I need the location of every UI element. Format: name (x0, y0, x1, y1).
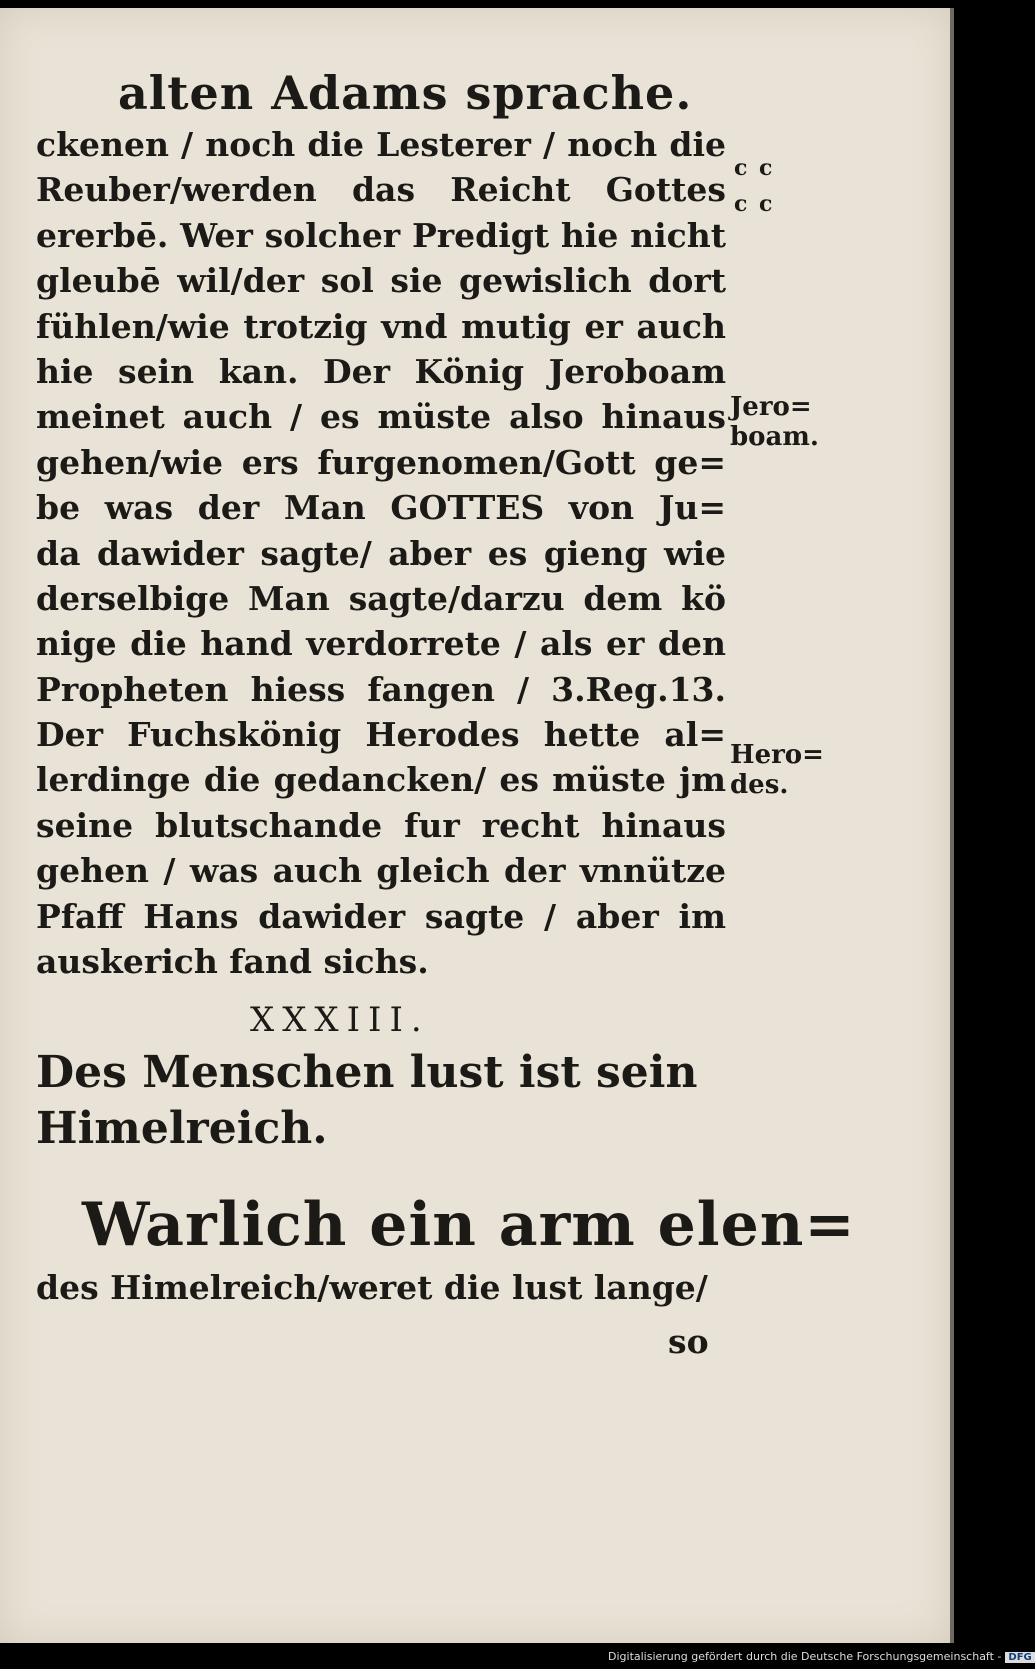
following-line: des Himelreich/weret die lust lange/ (36, 1268, 708, 1307)
body-line: hie sein kan. Der König Jeroboam (36, 351, 726, 391)
body-line: Reuber/werden das Reicht Gottes (36, 170, 726, 210)
marginal-quote-marks (734, 150, 774, 222)
opening-line: Warlich ein arm elen= (82, 1190, 856, 1260)
body-line: gehen / was auch gleich der vnnütze (36, 851, 726, 891)
body-line: auskerich fand sichs. (36, 942, 429, 982)
body-line: gleubē wil/der sol sie gewislich dort (36, 261, 726, 301)
body-line: derselbige Man sagte/darzu dem kö (36, 578, 726, 618)
digitization-footer (608, 1650, 1035, 1663)
body-line: meinet auch / es müste also hinaus (36, 397, 726, 437)
marginal-note-herodes (730, 740, 824, 800)
body-line: gehen/wie ers furgenomen/Gott ge= (36, 442, 726, 482)
running-head: alten Adams sprache. (118, 66, 693, 120)
section-title-line: Des Menschen lust ist sein (36, 1047, 698, 1098)
quote-mark-line: c c (734, 191, 775, 217)
body-line: fühlen/wie trotzig vnd mutig er auch (36, 306, 726, 346)
body-line: da dawider sagte/ aber es gieng wie (36, 533, 726, 573)
page-edge (950, 8, 954, 1643)
body-line: Der Fuchskönig Herodes hette al= (36, 715, 726, 755)
body-text (36, 122, 726, 984)
body-line: be was der Man GOTTES von Ju= (36, 488, 726, 528)
body-line: Pfaff Hans dawider sagte / aber im (36, 896, 726, 936)
chapter-number: XXXIII. (250, 1000, 430, 1040)
section-title (36, 1045, 716, 1157)
section-title-line: Himelreich. (36, 1103, 328, 1154)
quote-mark-line: c c (734, 155, 775, 181)
marginal-note-line: boam. (730, 422, 819, 452)
footer-text: Digitalisierung gefördert durch die Deutsche Forschungsgemeinschaft - (608, 1650, 1002, 1663)
marginal-note-jeroboam (730, 392, 819, 452)
marginal-note-line: Jero= (730, 392, 812, 422)
dfg-logo: DFG (1005, 1652, 1034, 1663)
catchword: so (668, 1322, 709, 1361)
marginal-note-line: des. (730, 770, 789, 800)
body-line: ererbē. Wer solcher Predigt hie nicht (36, 215, 726, 255)
body-line: lerdinge die gedancken/ es müste jm (36, 760, 726, 800)
marginal-note-line: Hero= (730, 740, 824, 770)
body-line: Propheten hiess fangen / 3.Reg.13. (36, 669, 726, 709)
body-line: ckenen / noch die Lesterer / noch die (36, 125, 726, 164)
body-line: seine blutschande fur recht hinaus (36, 805, 726, 845)
body-line: nige die hand verdorrete / als er den (36, 624, 726, 664)
